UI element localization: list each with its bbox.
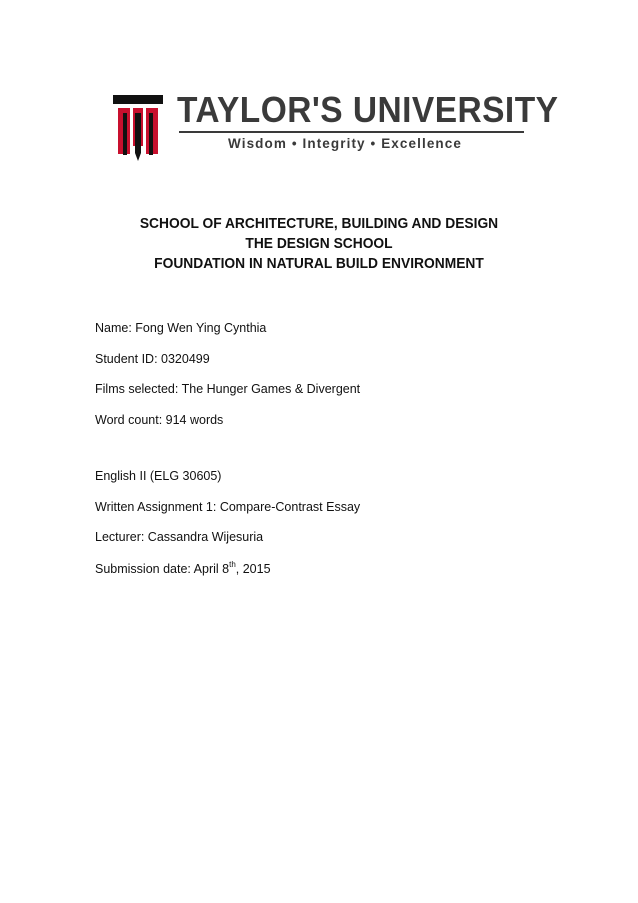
university-tagline: Wisdom • Integrity • Excellence [228, 136, 462, 151]
films-selected: Films selected: The Hunger Games & Divergent [95, 382, 361, 396]
submission-date-prefix: Submission date: April 8 [95, 562, 230, 576]
program-heading: FOUNDATION IN NATURAL BUILD ENVIRONMENT [154, 255, 484, 272]
submission-date-suffix: , 2015 [235, 562, 271, 576]
university-logo [113, 89, 559, 170]
submission-date [95, 561, 271, 577]
logo-divider [179, 131, 524, 133]
lecturer-name: Lecturer: Cassandra Wijesuria [95, 530, 264, 544]
taylors-crest-icon [113, 95, 163, 163]
department-heading: THE DESIGN SCHOOL [245, 235, 393, 252]
university-name: TAYLOR'S UNIVERSITY [177, 89, 559, 130]
title-block [0, 214, 638, 274]
school-heading: SCHOOL OF ARCHITECTURE, BUILDING AND DESIGN [139, 215, 499, 232]
student-name: Name: Fong Wen Ying Cynthia [95, 321, 267, 335]
submission-date-ordinal: th [229, 560, 236, 569]
student-id: Student ID: 0320499 [95, 352, 210, 366]
course-code: English II (ELG 30605) [95, 469, 222, 483]
assignment-title: Written Assignment 1: Compare-Contrast Essay [95, 500, 361, 514]
word-count: Word count: 914 words [95, 413, 224, 427]
